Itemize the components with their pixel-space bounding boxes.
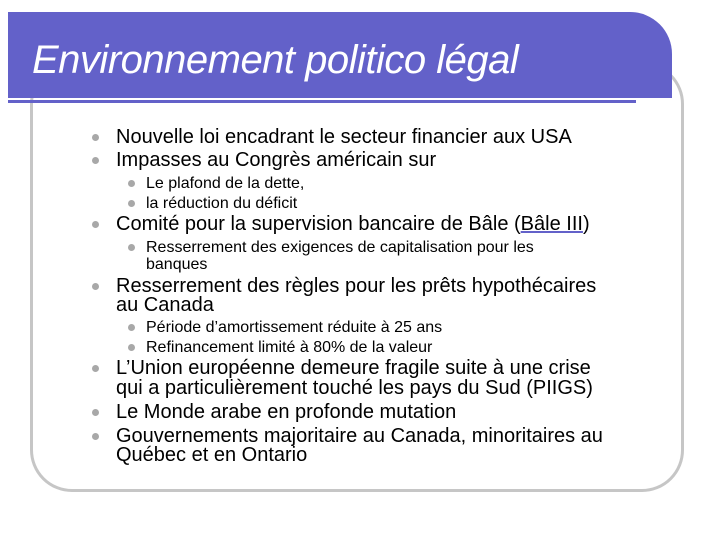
bullet-dot-icon — [128, 324, 135, 331]
bullet-text: Le Monde arabe en profonde mutation — [116, 401, 457, 423]
sub-bullet-text: la réduction du déficit — [146, 195, 298, 212]
bullet-text: Gouvernements majoritaire au Canada, minoritaires au — [116, 425, 603, 447]
sub-bullet-item — [146, 339, 432, 356]
slide-title: Environnement politico légal — [32, 38, 519, 82]
bullet-item — [116, 402, 456, 423]
bullet-dot-icon — [128, 180, 135, 187]
bullet-item — [116, 214, 590, 235]
bullet-dot-icon — [92, 433, 99, 440]
bullet-text: Québec et en Ontario — [116, 444, 308, 466]
sub-bullet-text: Période d’amortissement réduite à 25 ans — [146, 319, 443, 336]
basel-iii-link[interactable]: Bâle III — [520, 213, 583, 235]
bullet-text: au Canada — [116, 294, 214, 316]
bullet-continuation — [116, 445, 307, 466]
bullet-text-suffix: ) — [582, 213, 590, 235]
bullet-dot-icon — [128, 244, 135, 251]
bullet-text-prefix: Comité pour la supervision bancaire de Bâle ( — [116, 213, 521, 235]
bullet-dot-icon — [92, 365, 99, 372]
bullet-continuation — [116, 295, 214, 316]
sub-bullet-continuation — [146, 256, 207, 273]
bullet-item — [116, 127, 572, 148]
bullet-dot-icon — [128, 344, 135, 351]
bullet-dot-icon — [92, 134, 99, 141]
bullet-text: Impasses au Congrès américain sur — [116, 149, 437, 171]
bullet-text: Nouvelle loi encadrant le secteur financier aux USA — [116, 126, 572, 148]
bullet-continuation — [116, 378, 593, 399]
sub-bullet-item — [146, 175, 304, 192]
sub-bullet-item — [146, 195, 297, 212]
sub-bullet-text: Le plafond de la dette, — [146, 175, 305, 192]
bullet-item — [116, 150, 436, 171]
sub-bullet-text: Refinancement limité à 80% de la valeur — [146, 339, 433, 356]
sub-bullet-item — [146, 239, 534, 256]
bullet-dot-icon — [92, 409, 99, 416]
bullet-text: Resserrement des règles pour les prêts hypothécaires — [116, 275, 597, 297]
bullet-dot-icon — [92, 157, 99, 164]
bullet-dot-icon — [92, 283, 99, 290]
bullet-text: L’Union européenne demeure fragile suite à une crise — [116, 357, 591, 379]
bullet-dot-icon — [128, 200, 135, 207]
bullet-text: qui a particulièrement touché les pays du Sud (PIIGS) — [116, 377, 593, 399]
sub-bullet-text: Resserrement des exigences de capitalisation pour les — [146, 239, 534, 256]
sub-bullet-text: banques — [146, 256, 208, 273]
sub-bullet-item — [146, 319, 442, 336]
bullet-dot-icon — [92, 221, 99, 228]
bullet-item — [116, 358, 591, 379]
